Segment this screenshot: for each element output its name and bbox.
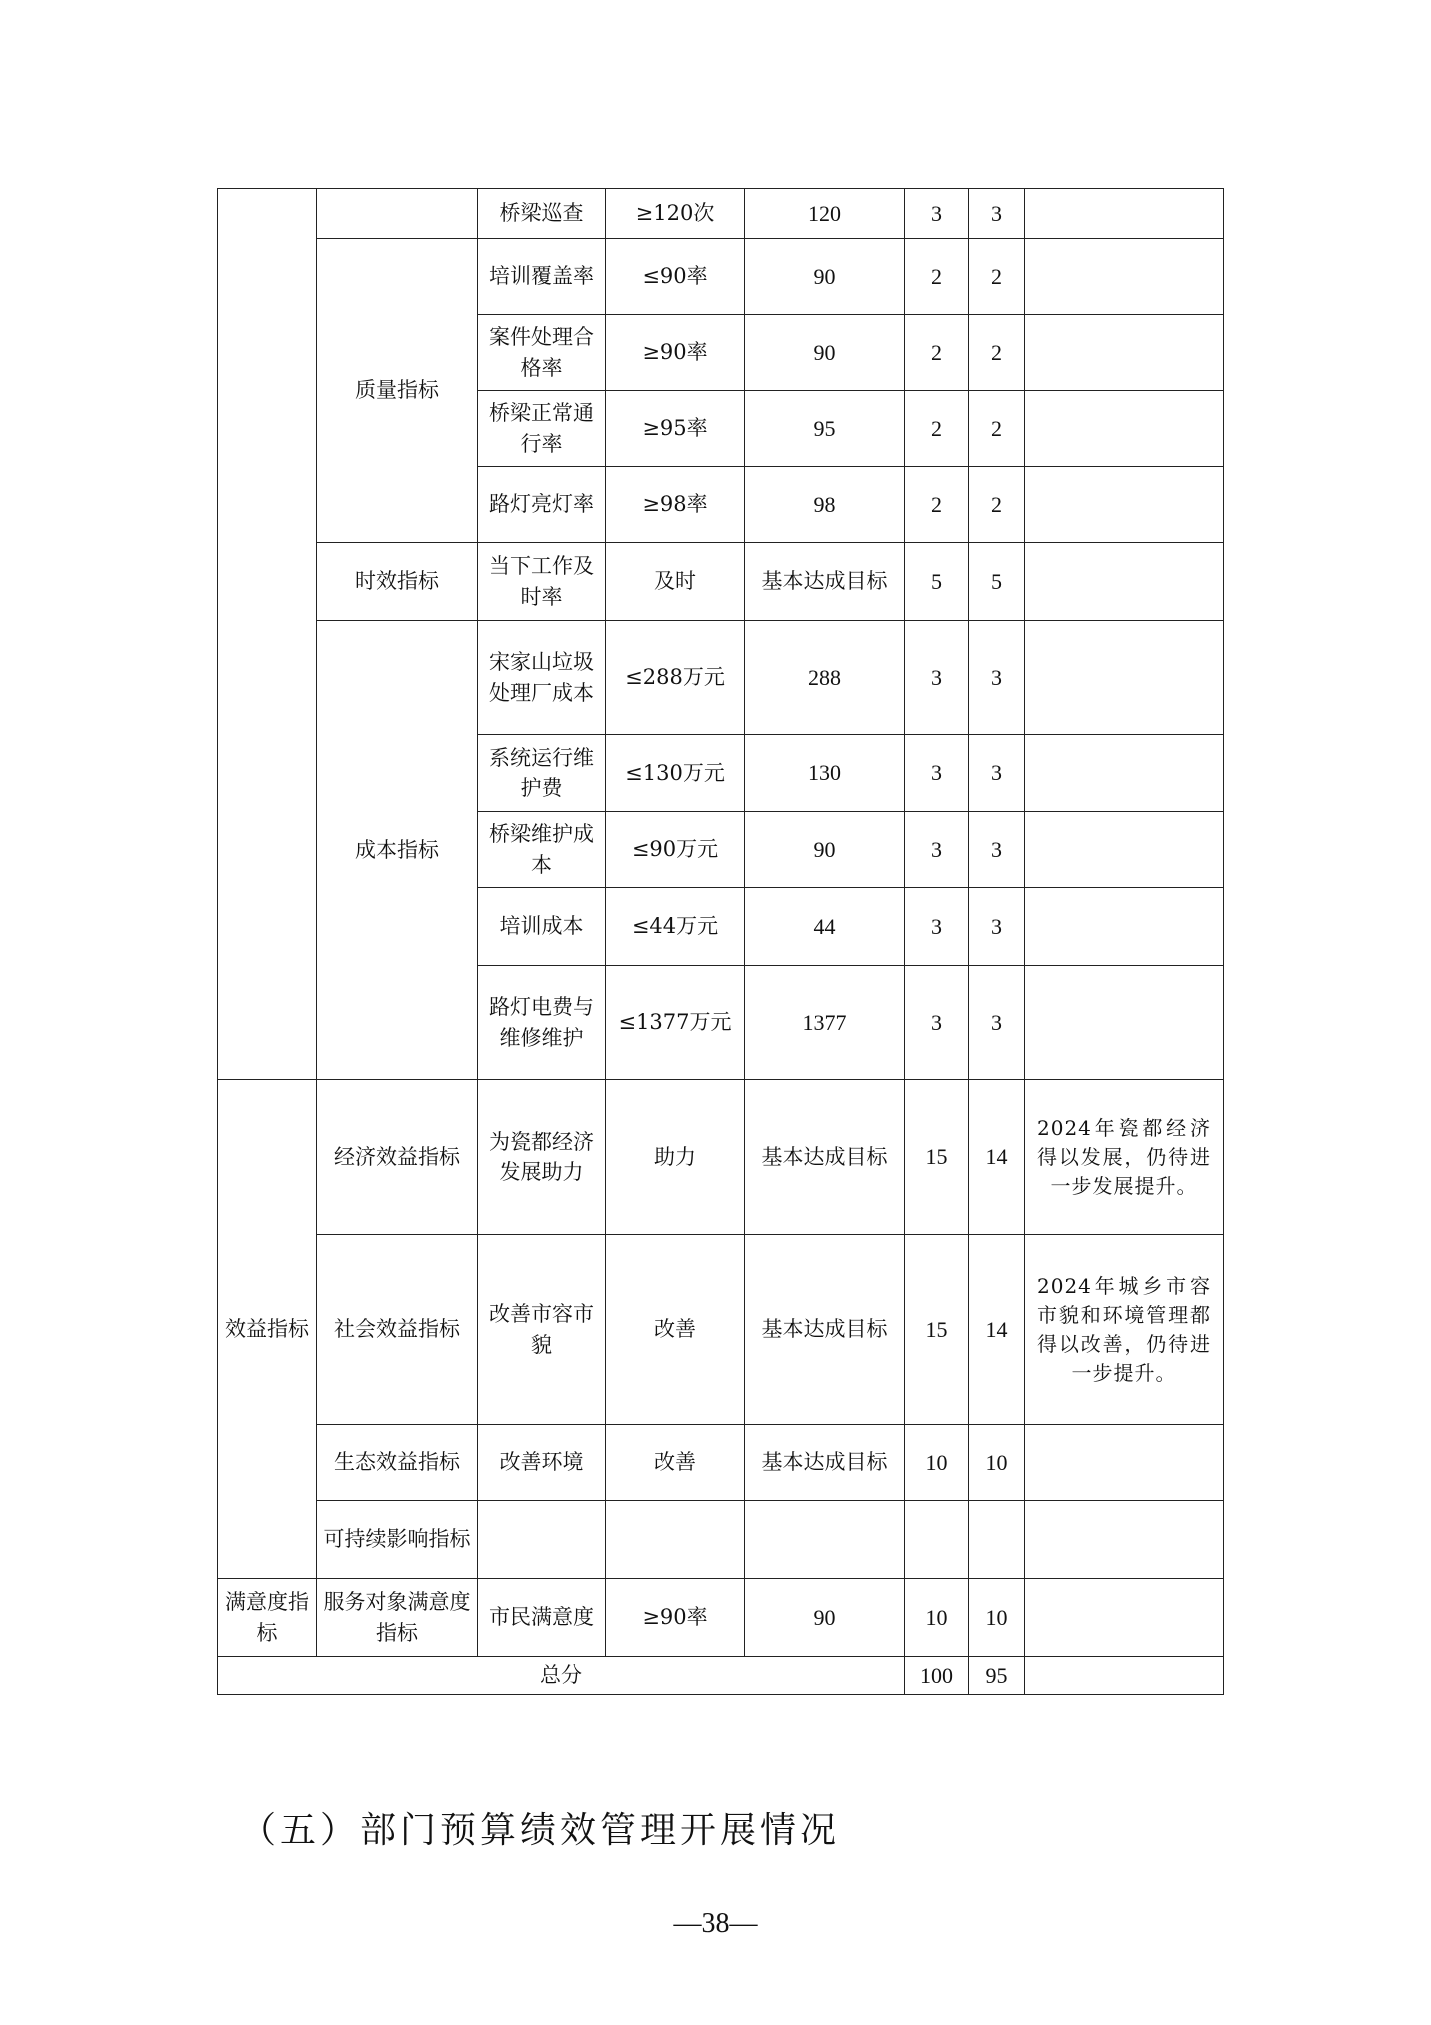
category-cell-benefit: 效益指标 [218,1080,317,1579]
indicator-cell: 桥梁巡查 [478,189,606,239]
indicator-cell: 改善市容市貌 [478,1235,606,1425]
target-cell: 改善 [606,1235,745,1425]
remark-cell [1025,543,1224,621]
subcategory-cell: 经济效益指标 [317,1080,478,1235]
page-number: —38— [673,1908,758,1939]
table-row [218,1501,1224,1579]
total-remark [1025,1657,1224,1695]
indicator-cell: 路灯电费与维修维护 [478,966,606,1080]
subcategory-cell: 成本指标 [317,621,478,1080]
weight-cell: 10 [905,1579,969,1657]
target-cell: 改善 [606,1425,745,1501]
actual-cell: 基本达成目标 [745,1425,905,1501]
subcategory-cell: 可持续影响指标 [317,1501,478,1579]
actual-cell: 90 [745,239,905,315]
weight-cell: 10 [905,1425,969,1501]
remark-cell [1025,315,1224,391]
subcategory-cell [317,189,478,239]
actual-cell: 98 [745,467,905,543]
actual-cell: 130 [745,735,905,812]
indicator-cell: 宋家山垃圾处理厂成本 [478,621,606,735]
score-cell: 10 [969,1579,1025,1657]
indicator-cell: 培训成本 [478,888,606,966]
score-cell [969,1501,1025,1579]
table-row [218,1425,1224,1501]
table-row [218,1235,1224,1425]
target-cell: 及时 [606,543,745,621]
target-cell: ≥95率 [606,391,745,467]
weight-cell: 2 [905,467,969,543]
target-cell: ≥98率 [606,467,745,543]
indicator-cell: 改善环境 [478,1425,606,1501]
table-row [218,1579,1224,1657]
remark-cell: 2024年城乡市容市貌和环境管理都得以改善，仍待进一步提升。 [1025,1235,1224,1425]
actual-cell: 120 [745,189,905,239]
remark-cell [1025,621,1224,735]
actual-cell: 1377 [745,966,905,1080]
remark-cell [1025,467,1224,543]
indicator-cell: 桥梁正常通行率 [478,391,606,467]
remark-cell: 2024年瓷都经济得以发展，仍待进一步发展提升。 [1025,1080,1224,1235]
weight-cell: 3 [905,888,969,966]
indicator-cell: 系统运行维护费 [478,735,606,812]
table-row [218,621,1224,735]
target-cell: ≤90万元 [606,812,745,888]
remark-cell [1025,239,1224,315]
remark-cell [1025,1425,1224,1501]
indicator-cell: 当下工作及时率 [478,543,606,621]
target-cell: ≤44万元 [606,888,745,966]
indicator-cell: 为瓷都经济发展助力 [478,1080,606,1235]
weight-cell: 15 [905,1080,969,1235]
subcategory-cell: 时效指标 [317,543,478,621]
weight-cell: 2 [905,315,969,391]
indicator-cell: 路灯亮灯率 [478,467,606,543]
table-row [218,239,1224,315]
total-weight: 100 [905,1657,969,1695]
actual-cell: 基本达成目标 [745,1235,905,1425]
actual-cell: 95 [745,391,905,467]
total-row [218,1657,1224,1695]
indicator-cell: 桥梁维护成本 [478,812,606,888]
remark-cell [1025,888,1224,966]
score-cell: 2 [969,315,1025,391]
score-cell: 5 [969,543,1025,621]
indicator-cell [478,1501,606,1579]
score-cell: 10 [969,1425,1025,1501]
score-cell: 3 [969,735,1025,812]
actual-cell: 288 [745,621,905,735]
weight-cell: 5 [905,543,969,621]
weight-cell: 2 [905,391,969,467]
score-cell: 14 [969,1080,1025,1235]
category-cell-satisfaction: 满意度指标 [218,1579,317,1657]
remark-cell [1025,735,1224,812]
score-cell: 3 [969,812,1025,888]
weight-cell [905,1501,969,1579]
indicator-cell: 市民满意度 [478,1579,606,1657]
table-row [218,189,1224,239]
weight-cell: 3 [905,812,969,888]
subcategory-cell: 生态效益指标 [317,1425,478,1501]
target-cell: ≤90率 [606,239,745,315]
remark-cell [1025,1579,1224,1657]
score-cell: 3 [969,966,1025,1080]
indicator-cell: 案件处理合格率 [478,315,606,391]
target-cell: 助力 [606,1080,745,1235]
subcategory-cell: 服务对象满意度指标 [317,1579,478,1657]
score-cell: 2 [969,391,1025,467]
score-cell: 2 [969,239,1025,315]
target-cell: ≤130万元 [606,735,745,812]
remark-cell [1025,1501,1224,1579]
subcategory-cell: 社会效益指标 [317,1235,478,1425]
remark-cell [1025,966,1224,1080]
total-score: 95 [969,1657,1025,1695]
actual-cell: 基本达成目标 [745,1080,905,1235]
remark-cell [1025,189,1224,239]
category-cell-output [218,189,317,1080]
actual-cell: 90 [745,315,905,391]
weight-cell: 15 [905,1235,969,1425]
remark-cell [1025,812,1224,888]
score-cell: 3 [969,621,1025,735]
target-cell [606,1501,745,1579]
score-cell: 3 [969,189,1025,239]
weight-cell: 3 [905,189,969,239]
table-row [218,543,1224,621]
actual-cell: 44 [745,888,905,966]
actual-cell [745,1501,905,1579]
target-cell: ≤288万元 [606,621,745,735]
score-cell: 2 [969,467,1025,543]
total-label: 总分 [218,1657,905,1695]
subcategory-cell: 质量指标 [317,239,478,543]
weight-cell: 2 [905,239,969,315]
weight-cell: 3 [905,966,969,1080]
score-cell: 14 [969,1235,1025,1425]
target-cell: ≥90率 [606,315,745,391]
section-heading: （五）部门预算绩效管理开展情况 [240,1810,841,1851]
score-cell: 3 [969,888,1025,966]
actual-cell: 基本达成目标 [745,543,905,621]
table-row [218,1080,1224,1235]
weight-cell: 3 [905,621,969,735]
target-cell: ≥90率 [606,1579,745,1657]
remark-cell [1025,391,1224,467]
performance-table [217,188,1224,1695]
actual-cell: 90 [745,1579,905,1657]
indicator-cell: 培训覆盖率 [478,239,606,315]
target-cell: ≥120次 [606,189,745,239]
actual-cell: 90 [745,812,905,888]
target-cell: ≤1377万元 [606,966,745,1080]
weight-cell: 3 [905,735,969,812]
